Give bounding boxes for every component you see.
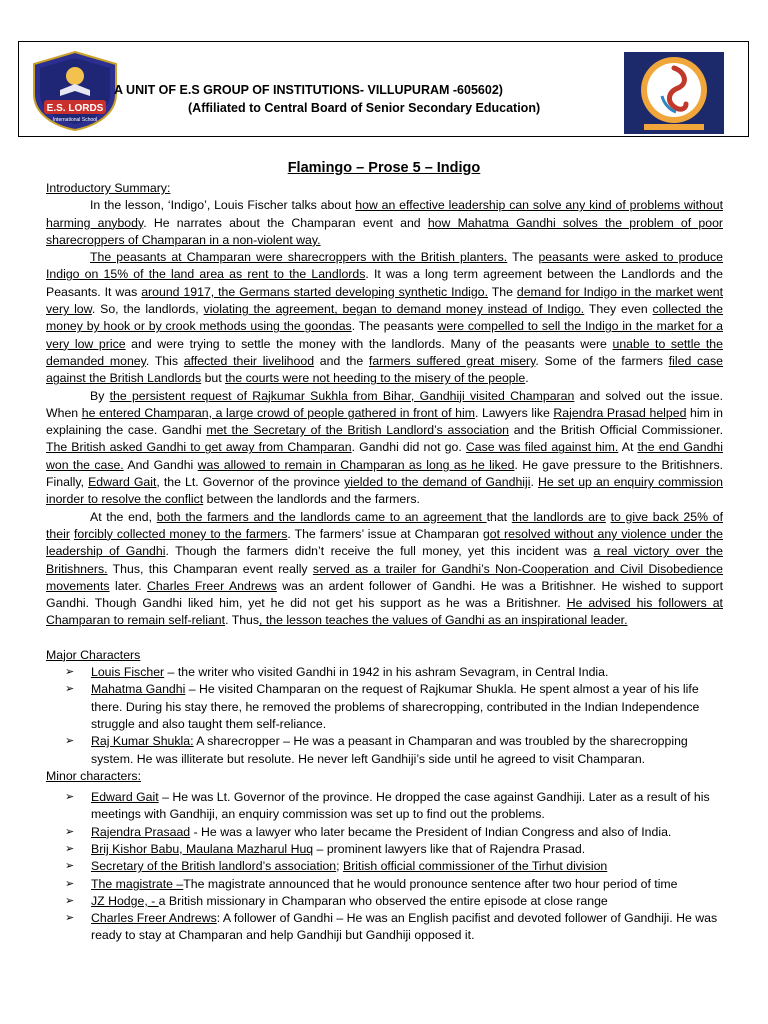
underlined-phrase: Edward Gait xyxy=(91,790,159,805)
underlined-phrase: peasants were asked to produce Indigo on 15% of the land area as rent to the Landlords xyxy=(46,250,723,282)
text-run: and were trying to settle the money with the landlords. Many of the peasants were xyxy=(125,336,613,351)
text-run: They even xyxy=(584,302,653,317)
text-run: - He was a lawyer who later became the President of Indian Congress and also of India. xyxy=(190,824,672,839)
text-run: In the lesson, ‘Indigo’, Louis Fischer talks about xyxy=(90,198,356,213)
logo-text: E.S. LORDS xyxy=(46,103,104,114)
school-crest-logo xyxy=(30,50,120,132)
arrow-bullet-icon: ➢ xyxy=(65,666,75,679)
underlined-phrase: the end Gandhi won the case. xyxy=(46,440,723,472)
underlined-phrase: Edward Gait xyxy=(88,475,157,490)
underlined-phrase: the courts were not heeding to the misery of the people xyxy=(225,371,526,386)
underlined-phrase: violating the agreement, began to demand money instead of Indigo. xyxy=(203,302,585,317)
header-line-2: (Affiliated to Central Board of Senior Secondary Education) xyxy=(188,101,541,115)
underlined-phrase: Raj Kumar Shukla: xyxy=(91,734,194,749)
text-run: but xyxy=(201,371,226,386)
underlined-phrase: collected the money by hook or by crook methods using the goondas xyxy=(46,302,724,334)
text-run: . This xyxy=(145,353,184,368)
text-run: him in explaining the case. Gandhi xyxy=(46,405,724,438)
text-run: . He gave pressure to the Britishners. Finally, xyxy=(46,457,724,490)
underlined-phrase: The British asked Gandhi to get away from Champaran xyxy=(46,440,352,455)
minor-characters-list xyxy=(46,789,723,945)
text-run: between the landlords and the farmers. xyxy=(203,492,420,507)
intro-heading: Introductory Summary: xyxy=(46,181,171,195)
underlined-phrase: around 1917, the Germans started developing synthetic Indigo. xyxy=(141,284,489,299)
character-item xyxy=(46,858,723,875)
character-item xyxy=(46,841,723,858)
arrow-bullet-icon: ➢ xyxy=(65,683,75,696)
text-run: : A follower of Gandhi – He was an English pacifist and devoted follower of Gandhiji. He was ready to stay at Champaran and help Gandhiji but Gandhiji opposed it. xyxy=(91,911,718,943)
major-characters-heading: Major Characters xyxy=(46,647,141,662)
text-run: At the end, xyxy=(90,509,157,524)
arrow-bullet-icon: ➢ xyxy=(65,860,75,873)
underlined-phrase: met the Secretary of the British Landlord’s association xyxy=(206,423,510,438)
character-item xyxy=(46,681,723,733)
underlined-phrase: Case was filed against him. xyxy=(465,440,619,455)
arrow-bullet-icon: ➢ xyxy=(65,912,75,925)
text-run: The xyxy=(507,250,539,265)
underlined-phrase: how Mahatma Gandhi solves the problem of poor sharecroppers of Champaran in a non-violent way. xyxy=(46,215,724,247)
text-run: The xyxy=(488,284,517,299)
underlined-phrase: filed case against the British Landlords xyxy=(46,353,724,386)
underlined-phrase: Rajendra Prasad helped xyxy=(553,405,687,420)
intro-paragraph-3 xyxy=(46,388,723,509)
underlined-phrase: Charles Freer Andrews xyxy=(91,911,217,926)
character-item xyxy=(46,789,723,824)
group-emblem-logo xyxy=(624,52,724,134)
underlined-phrase: unable to settle the demanded money xyxy=(46,336,723,368)
text-run: . The farmers’ issue at Champaran xyxy=(287,526,483,541)
underlined-phrase: affected their livelihood xyxy=(183,353,315,368)
arrow-bullet-icon: ➢ xyxy=(65,894,75,907)
underlined-phrase: JZ Hodge, - xyxy=(91,893,159,908)
text-run: A sharecropper – He was a peasant in Champaran and was troubled by the sharecropping system. He was illiterate but resolute. He never left Gandhiji’s side until he agreed to visit Champaran. xyxy=(91,734,688,766)
underlined-phrase: He set up an enquiry commission inorder to resolve the conflict xyxy=(46,475,723,507)
text-run: . xyxy=(530,475,538,490)
intro-paragraph-2 xyxy=(46,249,723,387)
character-item xyxy=(46,733,723,768)
underlined-phrase: the persistent request of Rajkumar Sukhla from Bihar, Gandhiji visited Champaran xyxy=(109,388,575,403)
underlined-phrase: got resolved without any violence under the leadership of Gandhi xyxy=(46,526,723,559)
underlined-phrase: yielded to the demand of Gandhiji xyxy=(344,475,531,490)
text-run: a British missionary in Champaran who observed the entire episode at close range xyxy=(158,893,608,908)
underlined-phrase: were compelled to sell the Indigo in the market for a very low price xyxy=(46,319,723,351)
text-run: By xyxy=(90,388,110,403)
underlined-phrase: Charles Freer Andrews xyxy=(147,578,277,593)
underlined-phrase: Mahatma Gandhi xyxy=(91,682,186,697)
major-characters-list xyxy=(46,664,723,768)
text-run: – the writer who visited Gandhi in 1942 in his ashram Sevagram, in Central India. xyxy=(164,665,609,680)
underlined-phrase: Louis Fischer xyxy=(91,665,165,680)
underlined-phrase: Champaran to remain self-reliant xyxy=(46,613,226,628)
underlined-phrase: was allowed to remain in Champaran as long as he liked xyxy=(197,457,515,472)
text-run: , the Lt. Governor of the province xyxy=(156,475,345,490)
text-run: – He was Lt. Governor of the province. He dropped the case against Gandhiji. Later as a result of his meetings with Gandhiji, an enquiry commission was set up to find out the problems. xyxy=(91,790,710,822)
arrow-bullet-icon: ➢ xyxy=(65,877,75,890)
underlined-phrase: demand for Indigo in the market went very low xyxy=(46,284,723,317)
underlined-phrase: farmers suffered great misery xyxy=(368,353,536,368)
character-item xyxy=(46,893,723,910)
underlined-phrase: a real victory over the Britishners. xyxy=(46,544,723,576)
text-run: – prominent lawyers like that of Rajendra Prasad. xyxy=(313,841,586,856)
underlined-phrase: Secretary of the British landlord’s association xyxy=(91,859,337,874)
text-run: was an ardent follower of Gandhi. He was a Britishner. He wished to support Gandhi. Though Gandhi liked him, yet he did not get his support as he was a Britishner. xyxy=(46,578,724,611)
underlined-phrase: British official commissioner of the Tirhut division xyxy=(343,859,608,874)
text-run: and the British Official Commissioner. xyxy=(509,423,723,438)
character-item xyxy=(46,876,723,893)
text-run: . He narrates about the Champaran event and xyxy=(143,215,428,230)
text-run: later. xyxy=(109,578,148,593)
text-run: . So, the landlords, xyxy=(91,302,204,317)
text-run: . The peasants xyxy=(351,319,438,334)
text-run: . Some of the farmers xyxy=(535,353,669,368)
underlined-phrase: The magistrate – xyxy=(91,876,184,891)
underlined-phrase: he entered Champaran, a large crowd of people gathered in front of him xyxy=(81,405,475,420)
underlined-phrase: Brij Kishor Babu, Maulana Mazharul Huq xyxy=(91,841,314,856)
underlined-phrase: Rajendra Prasaad xyxy=(91,824,191,839)
text-run: Thus, this Champaran event really xyxy=(107,561,313,576)
arrow-bullet-icon: ➢ xyxy=(65,791,75,804)
arrow-bullet-icon: ➢ xyxy=(65,825,75,838)
minor-characters-heading: Minor characters: xyxy=(46,768,141,783)
header-line-1: A UNIT OF E.S GROUP OF INSTITUTIONS- VILLUPURAM -605602) xyxy=(114,83,503,97)
text-run: And Gandhi xyxy=(123,457,198,472)
underlined-phrase: both the farmers and the landlords came to an agreement xyxy=(156,509,487,524)
character-item xyxy=(46,664,723,681)
underlined-phrase: how an effective leadership can solve any kind of problems without harming anybody xyxy=(46,198,723,230)
character-item xyxy=(46,910,723,945)
logo-subtext: International School xyxy=(52,117,98,123)
text-run: ; xyxy=(336,859,343,874)
text-run: . Thus xyxy=(225,613,260,628)
text-run: and the xyxy=(314,353,369,368)
underlined-phrase: forcibly collected money to the farmers xyxy=(73,526,288,541)
underlined-phrase: to give back 25% of their xyxy=(46,509,723,541)
text-run: . Though the farmers didn’t receive the full money, yet this incident was xyxy=(165,544,594,559)
text-run: . xyxy=(525,371,529,386)
text-run: At xyxy=(618,440,638,455)
underlined-phrase: He advised his followers at xyxy=(566,596,723,611)
document-body xyxy=(46,180,723,945)
text-run: that xyxy=(486,509,512,524)
document-title: Flamingo – Prose 5 – Indigo xyxy=(287,160,481,176)
text-run: and solved out the issue. When xyxy=(46,388,723,420)
text-run: The magistrate announced that he would pronounce sentence after two hour period of time xyxy=(183,876,678,891)
intro-paragraph-4 xyxy=(46,509,723,630)
underlined-phrase: , the lesson teaches the values of Gandhi as an inspirational leader. xyxy=(259,613,628,628)
text-run: . Gandhi did not go. xyxy=(351,440,466,455)
arrow-bullet-icon: ➢ xyxy=(65,735,75,748)
intro-paragraph-1 xyxy=(46,197,723,249)
text-run: . It was a long term agreement between the Landlords and the Peasants. It was xyxy=(46,267,723,299)
arrow-bullet-icon: ➢ xyxy=(65,842,75,855)
text-run: . Lawyers like xyxy=(474,405,554,420)
underlined-phrase: The peasants at Champaran were sharecroppers with the British planters. xyxy=(90,250,508,265)
character-item xyxy=(46,824,723,841)
text-run: – He visited Champaran on the request of Rajkumar Shukla. He spent almost a year of his life there. During his stay there, he removed the problems of sharecropping, contributed in the Indian Independence struggle and also taught them self-reliance. xyxy=(91,682,700,731)
underlined-phrase: served as a trailer for Gandhi’s Non-Cooperation and Civil Disobedience movements xyxy=(46,561,723,593)
underlined-phrase: the landlords are xyxy=(511,509,606,524)
